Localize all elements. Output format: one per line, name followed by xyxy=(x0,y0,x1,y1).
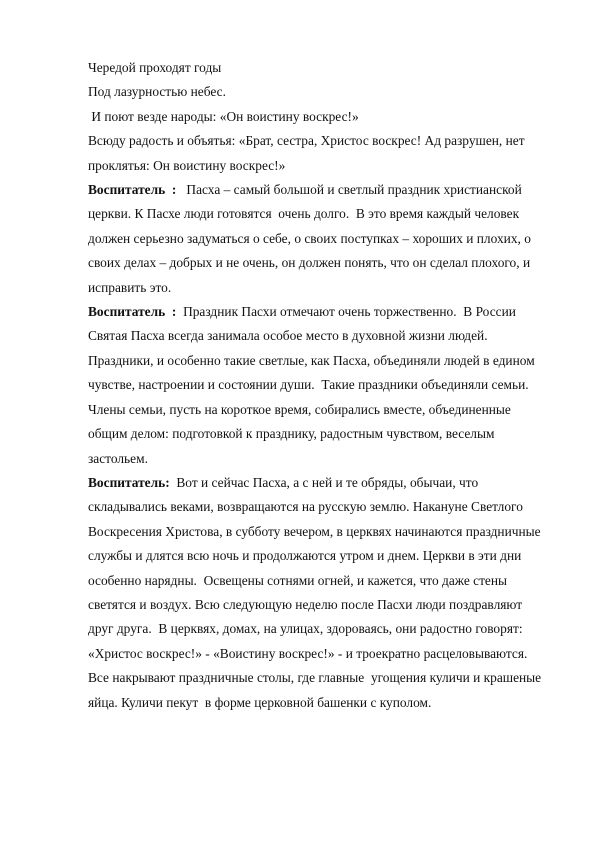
paragraph xyxy=(88,471,550,715)
poem-line: Всюду радость и объятья: «Брат, сестра, Христос воскрес! Ад разрушен, нет проклятья: Он воистину воскрес!» xyxy=(88,133,525,173)
paragraph xyxy=(88,178,550,300)
paragraph-text: Вот и сейчас Пасха, а с ней и те обряды, обычаи, что складывались веками, возвращаются на русскую землю. Накануне Светлого Воскресения Христова, в субботу вечером, в церквях начинаются праздничные службы и длятся всю ночь и продолжаются утром и днем. Церкви в эти дни особенно нарядны. Освещены сотнями огней, и кажется, что даже стены светятся и воздух. Всю следующую неделю после Пасхи люди поздравляют друг друга. В церквях, домах, на улицах, здороваясь, они радостно говорят: «Христос воскрес!» - «Воистину воскрес!» - и троекратно расцеловываются. Все накрывают праздничные столы, где главные угощения куличи и крашеные яйца. Куличи пекут в форме церковной башенки с куполом. xyxy=(88,474,545,710)
paragraph xyxy=(88,300,550,471)
speaker-label: Воспитатель : xyxy=(88,304,177,320)
poem-line: Чередой проходят годы xyxy=(88,60,222,75)
document-body xyxy=(88,56,550,715)
paragraph-text: Пасха – самый большой и светлый праздник христианской церкви. К Пасхе люди готовятся очень долго. В это время каждый человек должен серьезно задуматься о себе, о своих поступках – хороших и плохих, о своих делах – добрых и не очень, он должен понять, что он сделал плохого, и исправить это. xyxy=(88,182,535,295)
speaker-label: Воспитатель : xyxy=(88,182,177,198)
poem-line: Под лазурностью небес. xyxy=(88,84,226,100)
poem-line: И поют везде народы: «Он воистину воскрес!» xyxy=(88,108,359,124)
speaker-label: Воспитатель: xyxy=(88,474,170,490)
paragraph-text: Праздник Пасхи отмечают очень торжественно. В России Святая Пасха всегда занимала особое место в духовной жизни людей. Праздники, и особенно такие светлые, как Пасха, объединяли людей в едином чувстве, настроении и состоянии души. Такие праздники объединяли семьи. Члены семьи, пусть на короткое время, собирались вместе, объединенные общим делом: подготовкой к празднику, радостным чувством, веселым застольем. xyxy=(88,304,539,466)
